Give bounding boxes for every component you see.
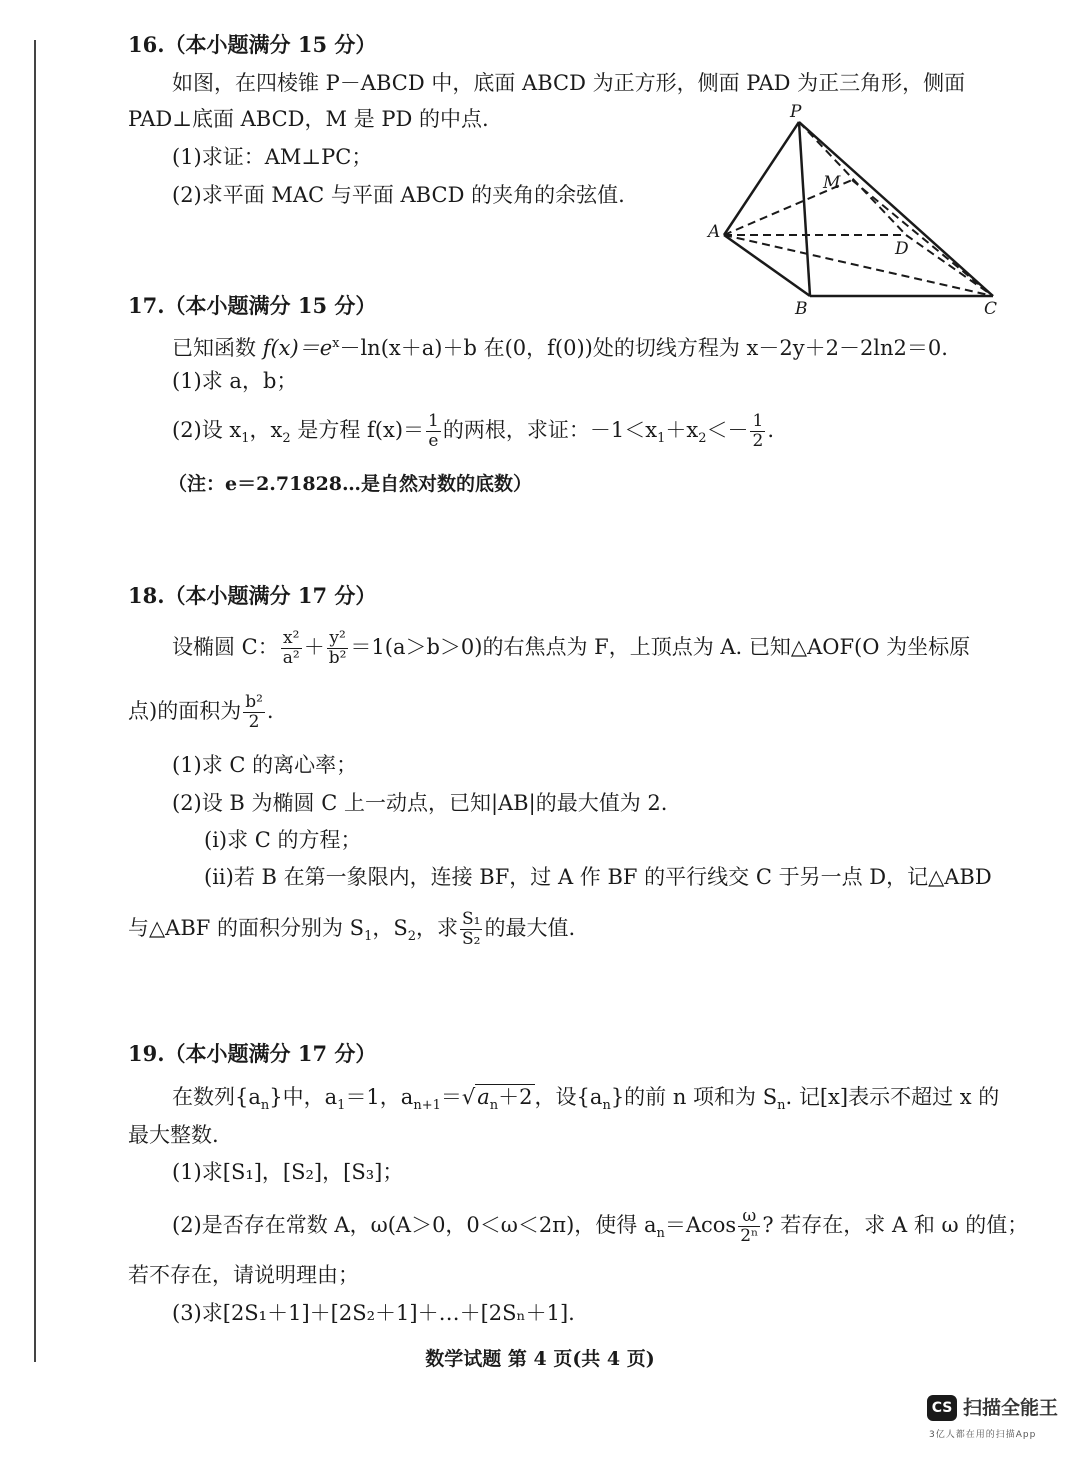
q17-note: （注：e＝2.71828…是自然对数的底数） [168,473,533,495]
frac-den: a² [282,648,300,668]
brand-name: 扫描全能王 [963,1397,1059,1419]
frac-num: x² [281,629,302,649]
fraction-b2-2 [243,693,265,732]
sub-n: n [602,1098,611,1114]
frac-den: S₂ [462,929,481,949]
frac-num: y² [327,629,349,649]
sub-n: n [777,1098,786,1114]
q17-p2-e: ＋x [665,418,699,442]
q17-stem-text-b: －ln(x＋a)＋b 在(0，f(0))处的切线方程为 x－2y＋2－2ln2＝0. [339,336,948,360]
q18-stem-line1 [172,625,970,669]
fraction-omega-2n [738,1207,760,1246]
sqrt-plus-2: ＋2 [498,1085,533,1109]
frac-den: 2 [248,712,260,732]
sub-2: 2 [698,431,707,447]
q17-heading: 17.（本小题满分 15 分） [128,293,377,318]
sub-n: n [656,1226,665,1242]
q18-heading: 18.（本小题满分 17 分） [128,583,377,608]
q19-l1-d: ＝ [440,1085,462,1109]
q16-stem-line1: 如图，在四棱锥 P－ABCD 中，底面 ABCD 为正方形，侧面 PAD 为正三角形，侧面 [172,71,966,95]
q19-part2-line2: 若不存在，请说明理由； [128,1263,359,1287]
q18-last-d: 的最大值. [484,916,576,940]
q18-l2-b: . [266,699,274,723]
frac-den: b² [328,648,347,668]
frac-den: 2ⁿ [740,1226,759,1246]
q17-p2-c: 是方程 f(x)＝ [290,418,425,442]
frac-den: 2 [752,431,764,451]
label-A: A [708,222,721,242]
label-D: D [895,239,909,259]
sub-1: 1 [241,431,250,447]
q19-l1-b: }中，a [269,1085,338,1109]
label-M: M [823,173,841,193]
sub-n: n [489,1098,499,1114]
q18-l1-b: ＝1(a＞b＞0)的右焦点为 F，上顶点为 A. 已知△AOF(O 为坐标原 [350,635,971,659]
q18-last-c: ，求 [416,916,459,940]
q18-stem-line2 [128,689,274,733]
q16-stem-line2: PAD⊥底面 ABCD，M 是 PD 的中点. [128,107,489,131]
fraction-1-over-e [426,412,441,451]
q16-heading: 16.（本小题满分 15 分） [128,32,377,57]
left-margin-line [34,40,36,1362]
fraction-1-over-2 [750,412,765,451]
sub-2: 2 [407,929,417,945]
q19-p2-b: ＝Acos [664,1213,737,1237]
frac-num: 1 [428,411,439,431]
q18-l1-a: 设椭圆 C： [172,635,279,659]
pyramid-figure [700,100,1020,325]
q18-last-b: ，S [372,916,408,940]
fraction-x2-a2 [281,629,302,668]
label-P: P [790,102,802,122]
sub-1: 1 [657,431,666,447]
page-footer: 数学试题 第 4 页(共 4 页) [425,1348,655,1370]
sqrt-expression [475,1084,534,1114]
q16-part1: (1)求证：AM⊥PC； [172,145,373,169]
plus-sign: ＋ [303,635,325,659]
scanner-watermark [927,1393,1057,1443]
edge-DC [906,235,993,296]
q19-p2-a: (2)是否存在常数 A，ω(A＞0，0＜ω＜2π)，使得 a [172,1213,657,1237]
frac-num: ω [738,1207,760,1227]
cs-logo-icon: CS [927,1395,957,1421]
q18-last-line [128,906,575,959]
label-B: B [795,299,808,319]
edge-PB [799,122,810,296]
sub-n: n [260,1098,270,1114]
q17-p2-b: ，x [249,418,283,442]
sub-1: 1 [337,1098,346,1114]
frac-num: S₁ [462,909,481,929]
sub-n-plus-1: n+1 [413,1098,441,1114]
q18-part2: (2)设 B 为椭圆 C 上一动点，已知|AB|的最大值为 2. [172,791,668,815]
q19-l1-f: }的前 n 项和为 S [610,1085,778,1109]
q18-part1: (1)求 C 的离心率； [172,753,358,777]
q19-stem-line2: 最大整数. [128,1123,219,1147]
sqrt-a: a [477,1085,490,1109]
q19-heading: 19.（本小题满分 17 分） [128,1041,377,1066]
fraction-s1-s2 [460,910,482,949]
q19-l1-a: 在数列{a [172,1085,261,1109]
q19-p2-c: ? 若存在，求 A 和 ω 的值； [762,1213,1029,1237]
q18-part2-ii: (ii)若 B 在第一象限内，连接 BF，过 A 作 BF 的平行线交 C 于另一点 D，记△ABD [204,865,992,889]
fraction-y2-b2 [327,629,349,668]
q17-p2-f: ＜－ [706,418,749,442]
q17-exponent: x [332,336,340,351]
q18-l2-a: 点)的面积为 [128,699,242,723]
edge-AC [724,235,993,296]
q19-stem-line1: 在数列$\{a_n\}$中，$a_1=1$，$a_{n+1}=√a_n+2$，设$\{a_n\}$的前 n 项和为 $S_n$. 记[x]表示不超过 x 的 [172,1085,1000,1114]
q17-p2-a: (2)设 x [172,418,242,442]
q17-p2-d: 的两根，求证：－1＜x [442,418,658,442]
label-C: C [984,299,998,319]
sub-2: 2 [282,431,291,447]
frac-num: 1 [752,411,764,431]
q19-l1-g: . 记[x]表示不超过 x 的 [785,1085,1000,1109]
frac-den: e [428,431,439,451]
sub-1: 1 [364,929,373,945]
edge-PC [799,122,993,296]
q18-last-a: 与△ABF 的面积分别为 S [128,916,365,940]
q18-part2-i: (i)求 C 的方程； [204,828,362,852]
q19-l1-c: ＝1，a [345,1085,414,1109]
brand-tagline: 3亿人都在用的扫描App [929,1430,1037,1440]
q16-part2: (2)求平面 MAC 与平面 ABCD 的夹角的余弦值. [172,183,625,207]
q19-l1-e: ，设{a [534,1085,603,1109]
q17-function: f(x)＝e [262,336,333,360]
q17-p2-g: . [767,418,774,442]
q19-part3: (3)求[2S₁＋1]＋[2S₂＋1]＋…＋[2Sₙ＋1]. [172,1301,575,1325]
q17-part1: (1)求 a，b； [172,369,298,393]
q17-part2 [172,410,774,459]
edge-PD [799,122,906,235]
q19-part1: (1)求[S₁]，[S₂]，[S₃]； [172,1160,404,1184]
frac-num: b² [245,692,263,712]
q17-stem-text-a: 已知函数 [172,336,263,360]
q17-stem [172,330,948,362]
q19-part2 [172,1203,1028,1256]
